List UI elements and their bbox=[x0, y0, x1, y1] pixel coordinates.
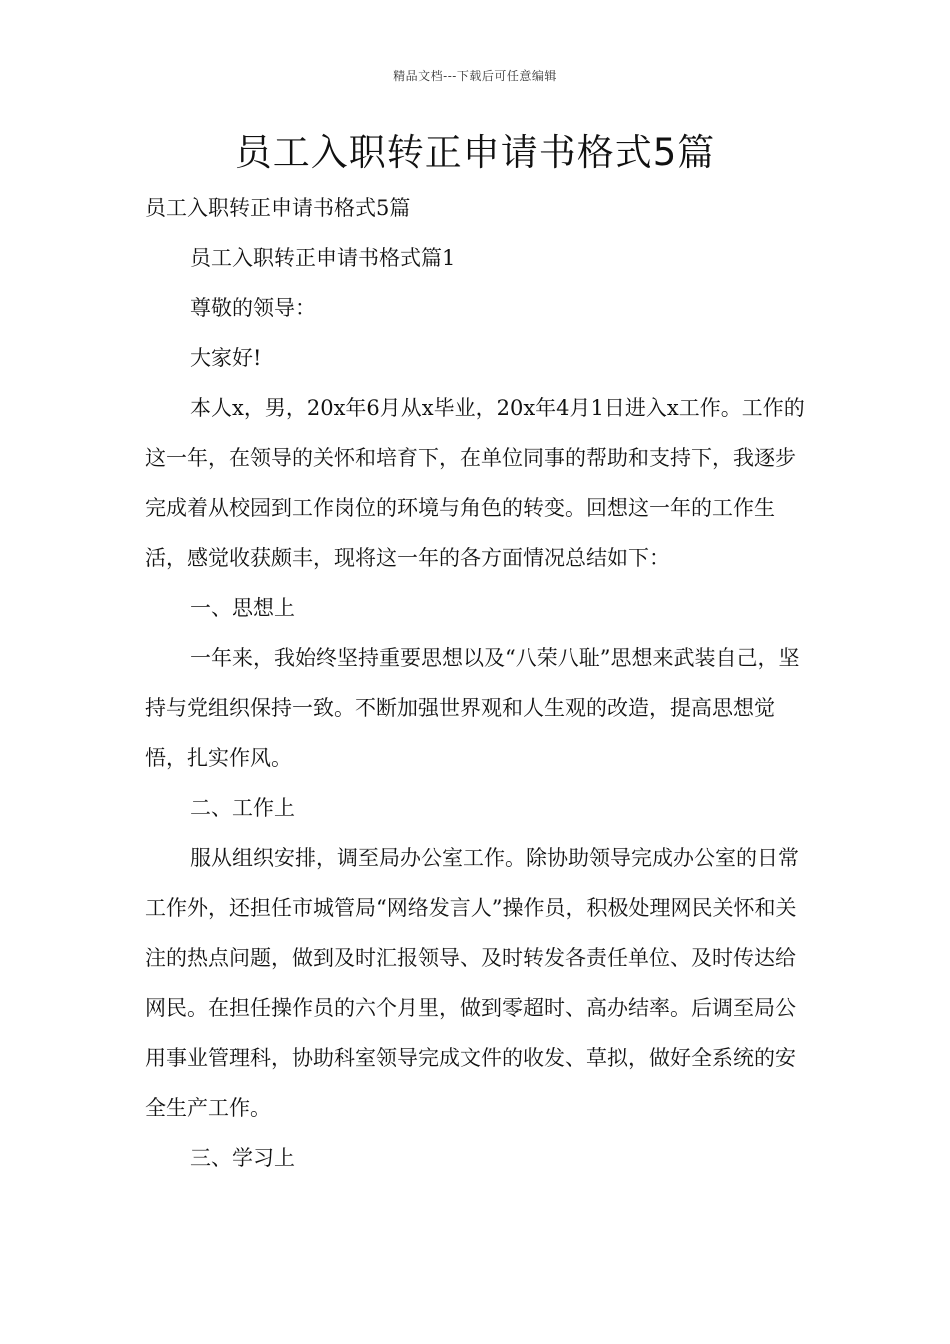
page-header-note: 精品文档---下载后可任意编辑 bbox=[393, 69, 557, 83]
paragraph-introduction: 本人x，男，20x年6月从x毕业，20x年4月1日进入x工作。工作的这一年，在领导的关怀和培育下，在单位同事的帮助和支持下，我逐步完成着从校园到工作岗位的环境与角色的转变。回想这一年的工作生活，感觉收获颇丰，现将这一年的各方面情况总结如下： bbox=[145, 396, 805, 570]
document-body bbox=[145, 183, 815, 1183]
paragraph-heading-study: 三、学习上 bbox=[190, 1146, 295, 1170]
paragraph-section-heading: 员工入职转正申请书格式篇1 bbox=[190, 246, 456, 270]
paragraph-subtitle: 员工入职转正申请书格式5篇 bbox=[145, 196, 411, 220]
paragraph-work-body: 服从组织安排，调至局办公室工作。除协助领导完成办公室的日常工作外，还担任市城管局“网络发言人”操作员，积极处理网民关怀和关注的热点问题，做到及时汇报领导、及时转发各责任单位、及时传达给网民。在担任操作员的六个月里，做到零超时、高办结率。后调至局公用事业管理科，协助科室领导完成文件的收发、草拟，做好全系统的安全生产工作。 bbox=[145, 846, 799, 1120]
document-title: 员工入职转正申请书格式5篇 bbox=[234, 131, 716, 174]
paragraph-thought-body: 一年来，我始终坚持重要思想以及“八荣八耻”思想来武装自己，坚持与党组织保持一致。不断加强世界观和人生观的改造，提高思想觉悟，扎实作风。 bbox=[145, 646, 800, 770]
paragraph-heading-work: 二、工作上 bbox=[190, 796, 295, 820]
paragraph-heading-thought: 一、思想上 bbox=[190, 596, 295, 620]
paragraph-salutation: 尊敬的领导： bbox=[190, 296, 316, 320]
paragraph-greeting: 大家好! bbox=[190, 346, 262, 370]
